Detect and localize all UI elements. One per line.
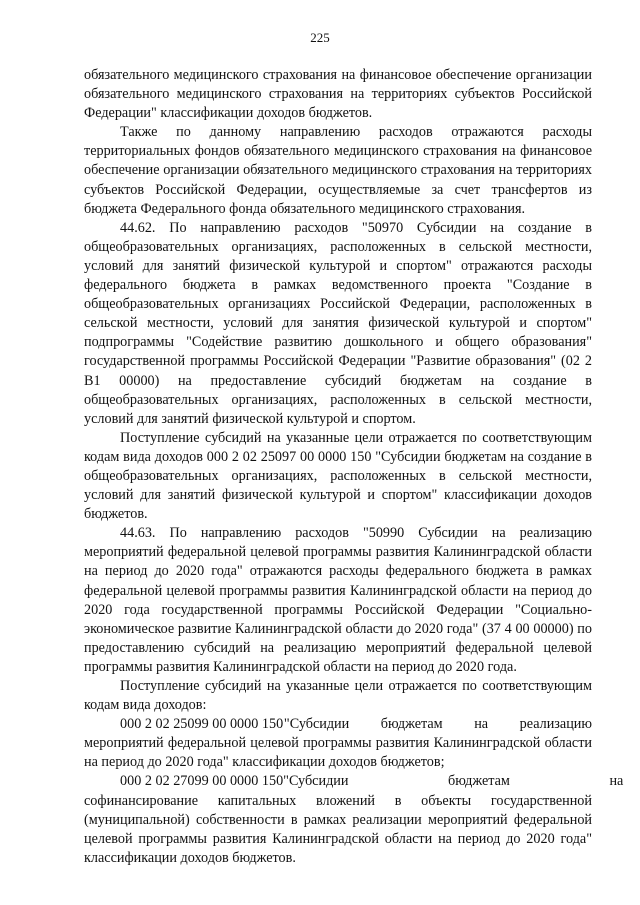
income-code: 000 2 02 27099 00 0000 150 (120, 773, 284, 790)
paragraph-44-63: 44.63. По направлению расходов "50990 Субсидии на реализацию мероприятий федеральной целевой программы развития Калининградской области на период до 2020 года" отражаются расходы федерального бюджета в рамках федеральной целевой программы развития Калининградской области на период до 2020 года государственной программы Российской Федерации "Социально-экономическое развитие Калининградской области до 2020 года" (37 4 00 00000) по предоставлению субсидий на реализацию мероприятий федеральной целевой программы развития Калининградской области на период до 2020 года. (84, 525, 592, 675)
document-body (84, 66, 624, 868)
paragraph-tfoms-expenses: Также по данному направлению расходов отражаются расходы территориальных фондов обязательного медицинского страхования на финансовое обеспечение организации обязательного медицинского страхования на территориях субъектов Российской Федерации, осуществляемые за счет трансфертов из бюджета Федерального фонда обязательного медицинского страхования. (84, 124, 592, 217)
paragraph-continuation: обязательного медицинского страхования на финансовое обеспечение организации обязательного медицинского страхования на территориях субъектов Российской Федерации" классификации доходов бюджетов. (84, 67, 592, 122)
income-code-continuation: мероприятий федеральной целевой программы развития Калининградской области на период до 2020 года" классификации доходов бюджетов; (84, 735, 592, 771)
income-code-first-line (84, 715, 592, 734)
income-code-continuation: софинансирование капитальных вложений в объекты государственной (муниципальной) собственности в рамках реализации мероприятий федеральной целевой программы развития Калининградской области на период до 2020 года" классификации доходов бюджетов. (84, 792, 592, 866)
income-code-entry (84, 715, 592, 772)
income-code: 000 2 02 25099 00 0000 150 (120, 716, 284, 733)
income-code-title-start: "Субсидии бюджетам на реализацию (283, 716, 592, 733)
paragraph-44-63-income-intro: Поступление субсидий на указанные цели отражается по соответствующим кодам вида доходов: (84, 678, 592, 714)
income-code-entry (84, 772, 624, 867)
income-code-first-line (84, 772, 624, 791)
paragraph-44-62: 44.62. По направлению расходов "50970 Субсидии на создание в общеобразовательных организациях, расположенных в сельской местности, условий для занятий физической культурой и спортом" отражаются расходы федерального бюджета в рамках ведомственного проекта "Создание в общеобразовательных организациях Российской Федерации, расположенных в сельской местности, условий для занятия физической культурой и спортом" подпрограммы "Содействие развитию дошкольного и общего образования" государственной программы Российской Федерации "Развитие образования" (02 2 В1 00000) на предоставление субсидий бюджетам на создание в общеобразовательных организациях, расположенных в сельской местности, условий для занятий физической культурой и спортом. (84, 219, 592, 427)
page-number: 225 (310, 30, 330, 45)
income-code-title-start: "Субсидии бюджетам на (283, 773, 624, 790)
paragraph-44-62-income: Поступление субсидий на указанные цели отражается по соответствующим кодам вида доходов 000 2 02 25097 00 0000 150 "Субсидии бюджетам на создание в общеобразовательных организациях, расположенных в сельской местности, условий для занятий физической культурой и спортом" классификации доходов бюджетов. (84, 429, 592, 523)
